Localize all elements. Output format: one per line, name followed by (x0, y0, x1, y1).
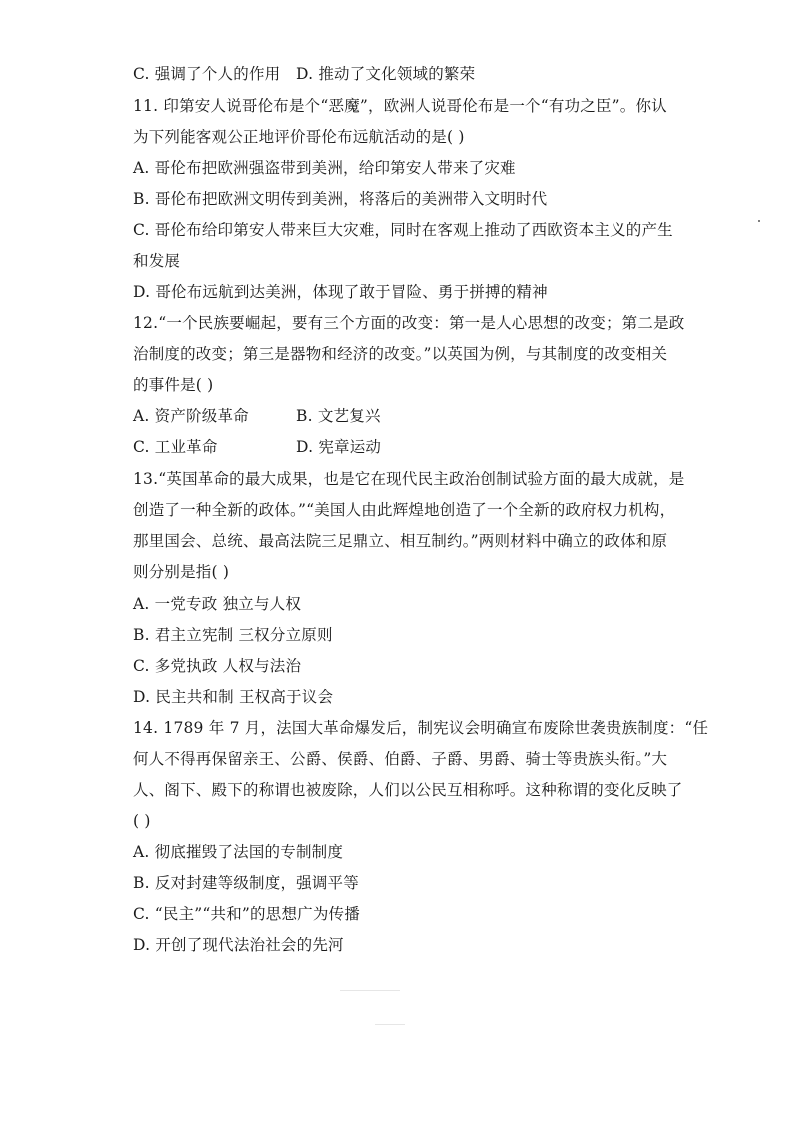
q14-stem-line-4: ( ) (133, 812, 151, 830)
scan-smudge (340, 990, 400, 991)
q11-stem-line-1: 11. 印第安人说哥伦布是个“恶魔”，欧洲人说哥伦布是一个“有功之臣”。你认 (133, 97, 667, 115)
q11-option-c-line-2: 和发展 (133, 252, 181, 270)
q12-stem-line-3: 的事件是( ) (133, 376, 214, 394)
q13-option-d: D. 民主共和制 王权高于议会 (133, 688, 334, 706)
q11-option-b: B. 哥伦布把欧洲文明传到美洲，将落后的美洲带入文明时代 (133, 190, 548, 208)
q11-option-d: D. 哥伦布远航到达美洲，体现了敢于冒险、勇于拼搏的精神 (133, 283, 548, 301)
q10-option-c: C. 强调了个人的作用 (133, 65, 281, 83)
q12-option-a: A. 资产阶级革命 (133, 407, 249, 425)
q11-option-a: A. 哥伦布把欧洲强盗带到美洲，给印第安人带来了灾难 (133, 159, 516, 177)
q13-option-b: B. 君主立宪制 三权分立原则 (133, 626, 333, 644)
q14-stem-line-2: 何人不得再保留亲王、公爵、侯爵、伯爵、子爵、男爵、骑士等贵族头衔。”大 (133, 750, 668, 768)
q14-option-a: A. 彻底摧毁了法国的专制制度 (133, 843, 344, 861)
q13-option-a: A. 一党专政 独立与人权 (133, 595, 302, 613)
scan-speck (758, 220, 760, 222)
q14-stem-line-1: 14. 1789 年 7 月，法国大革命爆发后，制宪议会明确宣布废除世袭贵族制度：“任 (133, 719, 709, 737)
q13-stem-line-4: 则分别是指( ) (133, 563, 230, 581)
q14-stem-line-3: 人、阁下、殿下的称谓也被废除，人们以公民互相称呼。这种称谓的变化反映了 (133, 781, 683, 799)
q13-stem-line-3: 那里国会、总统、最高法院三足鼎立、相互制约。”两则材料中确立的政体和原 (133, 532, 668, 550)
q11-stem-line-2: 为下列能客观公正地评价哥伦布远航活动的是( ) (133, 128, 465, 146)
q14-option-b: B. 反对封建等级制度，强调平等 (133, 874, 359, 892)
q12-stem-line-2: 治制度的改变；第三是器物和经济的改变。”以英国为例，与其制度的改变相关 (133, 345, 668, 363)
q12-option-c: C. 工业革命 (133, 438, 218, 456)
q11-option-c-line-1: C. 哥伦布给印第安人带来巨大灾难，同时在客观上推动了西欧资本主义的产生 (133, 221, 673, 239)
q14-option-c: C. “民主”“共和”的思想广为传播 (133, 905, 360, 923)
q12-option-d: D. 宪章运动 (296, 438, 382, 456)
q13-option-c: C. 多党执政 人权与法治 (133, 657, 302, 675)
q12-option-b: B. 文艺复兴 (296, 407, 381, 425)
q13-stem-line-2: 创造了一种全新的政体。”“美国人由此辉煌地创造了一个全新的政府权力机构， (133, 501, 676, 519)
q10-option-d: D. 推动了文化领域的繁荣 (296, 65, 476, 83)
q13-stem-line-1: 13.“英国革命的最大成果，也是它在现代民主政治创制试验方面的最大成就，是 (133, 470, 685, 488)
q14-option-d: D. 开创了现代法治社会的先河 (133, 936, 344, 954)
scan-smudge (375, 1024, 405, 1025)
q12-stem-line-1: 12.“一个民族要崛起，要有三个方面的改变：第一是人心思想的改变；第二是政 (133, 314, 685, 332)
